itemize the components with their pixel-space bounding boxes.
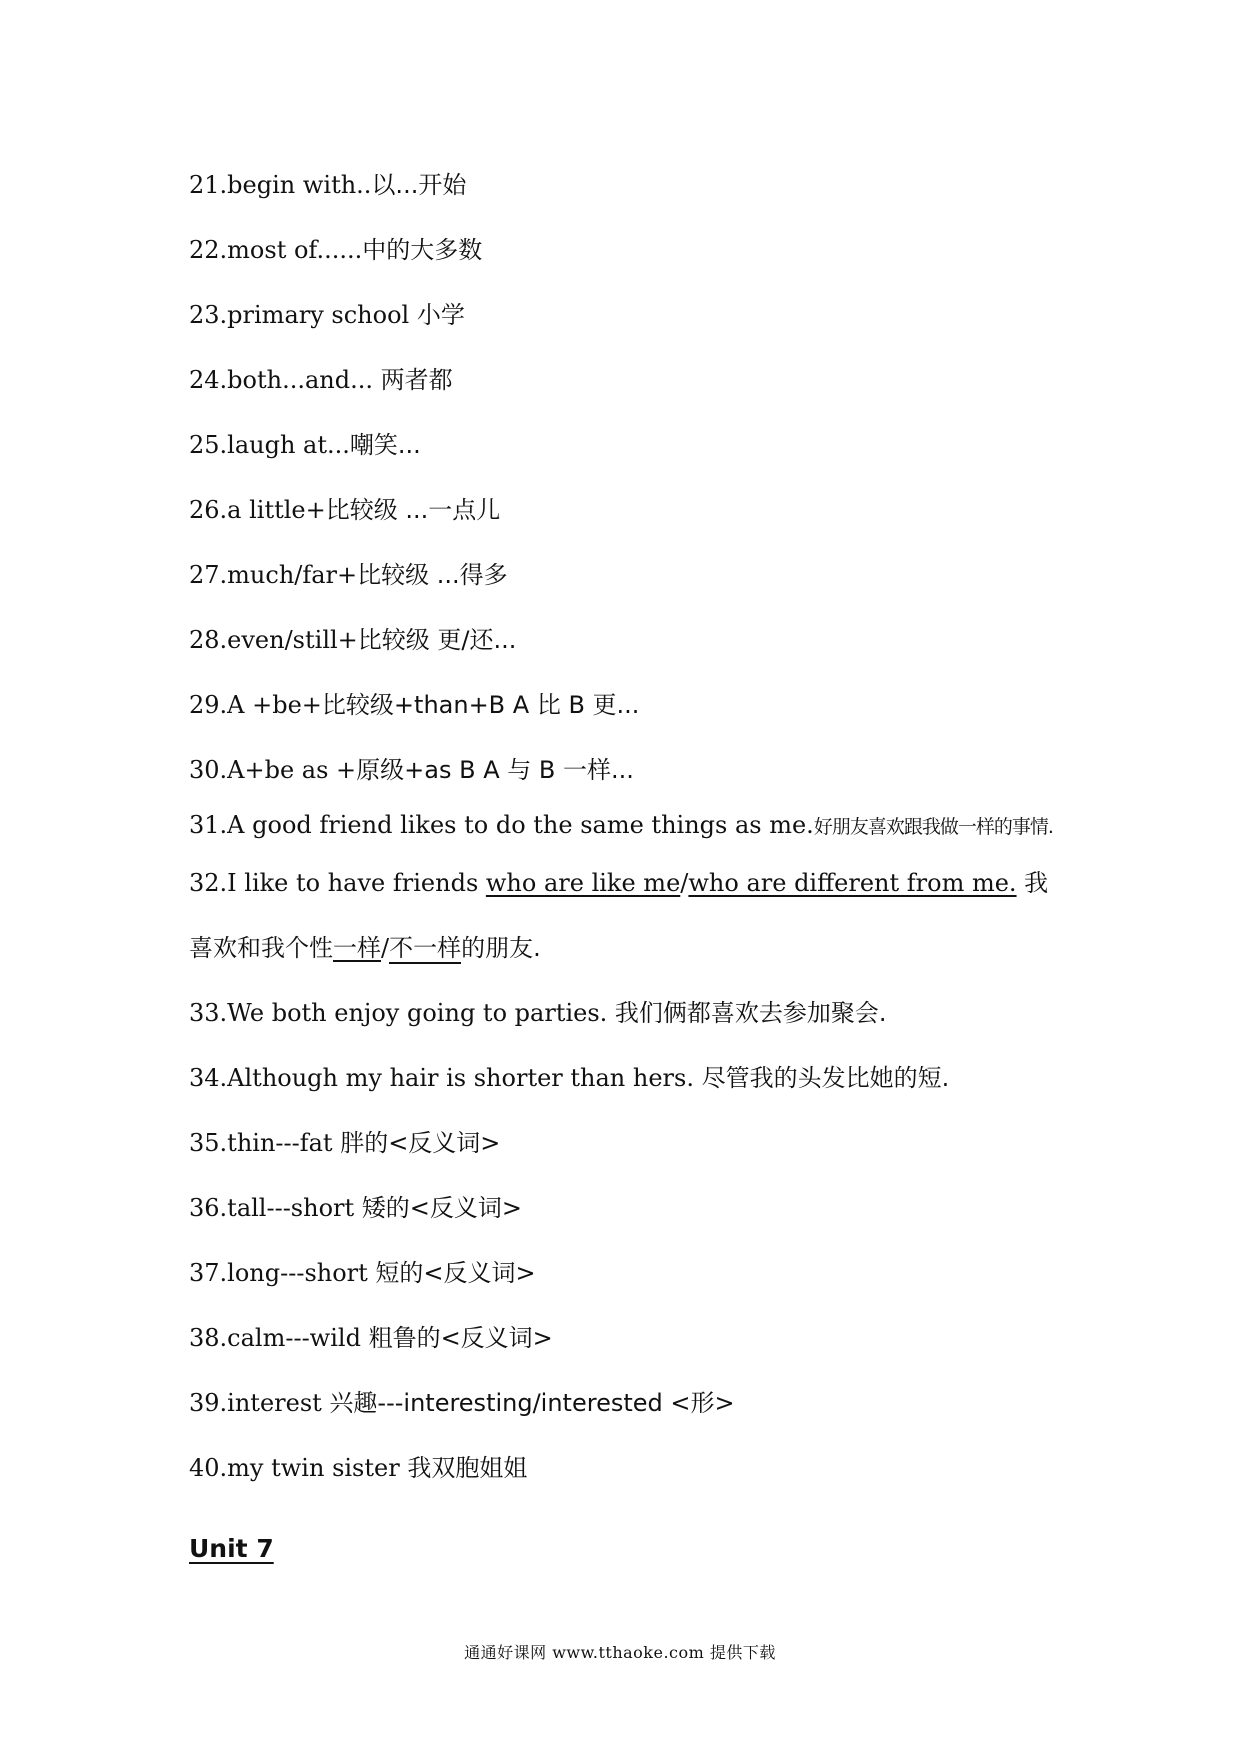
footer-url: www.tthaoke.com bbox=[552, 1643, 705, 1662]
unit-heading: Unit 7 bbox=[189, 1534, 274, 1563]
page-footer bbox=[0, 1640, 1240, 1663]
item-33: 33.We both enjoy going to parties. 我们俩都喜欢去参加聚会. bbox=[189, 999, 887, 1027]
footer-site: 通通好课网 bbox=[464, 1643, 547, 1662]
item-26: 26.a little+比较级 ...一点儿 bbox=[189, 496, 501, 524]
underline-phrase-2: who are different from me. bbox=[688, 869, 1017, 897]
item-25: 25.laugh at...嘲笑... bbox=[189, 431, 421, 459]
item-29: 29.A +be+比较级+than+B A 比 B 更... bbox=[189, 691, 640, 719]
item-34: 34.Although my hair is shorter than hers. 尽管我的头发比她的短. bbox=[189, 1064, 950, 1092]
underline-yiyang: 一样 bbox=[333, 934, 381, 962]
item-23: 23.primary school 小学 bbox=[189, 301, 465, 329]
item-37: 37.long---short 短的<反义词> bbox=[189, 1259, 536, 1287]
item-32: 32.I like to have friends who are like me/who are different from me. 我 bbox=[189, 869, 1049, 897]
item-38: 38.calm---wild 粗鲁的<反义词> bbox=[189, 1324, 553, 1352]
underline-phrase-1: who are like me bbox=[485, 869, 681, 897]
item-27: 27.much/far+比较级 ...得多 bbox=[189, 561, 508, 589]
underline-buyiyang: 不一样 bbox=[389, 934, 462, 962]
item-40: 40.my twin sister 我双胞姐姐 bbox=[189, 1454, 528, 1482]
item-28: 28.even/still+比较级 更/还... bbox=[189, 626, 517, 654]
item-36: 36.tall---short 矮的<反义词> bbox=[189, 1194, 522, 1222]
item-39: 39.interest 兴趣---interesting/interested <形> bbox=[189, 1389, 735, 1417]
item-35: 35.thin---fat 胖的<反义词> bbox=[189, 1129, 501, 1157]
item-24: 24.both...and... 两者都 bbox=[189, 366, 453, 394]
item-22: 22.most of......中的大多数 bbox=[189, 236, 483, 264]
item-32-line2: 喜欢和我个性一样/不一样的朋友. bbox=[189, 934, 541, 962]
item-31: 31.A good friend likes to do the same things as me.好朋友喜欢跟我做一样的事情. bbox=[189, 811, 1053, 839]
footer-note: 提供下载 bbox=[709, 1643, 776, 1662]
item-21: 21.begin with..以...开始 bbox=[189, 171, 467, 199]
item-30: 30.A+be as +原级+as B A 与 B 一样... bbox=[189, 756, 634, 784]
